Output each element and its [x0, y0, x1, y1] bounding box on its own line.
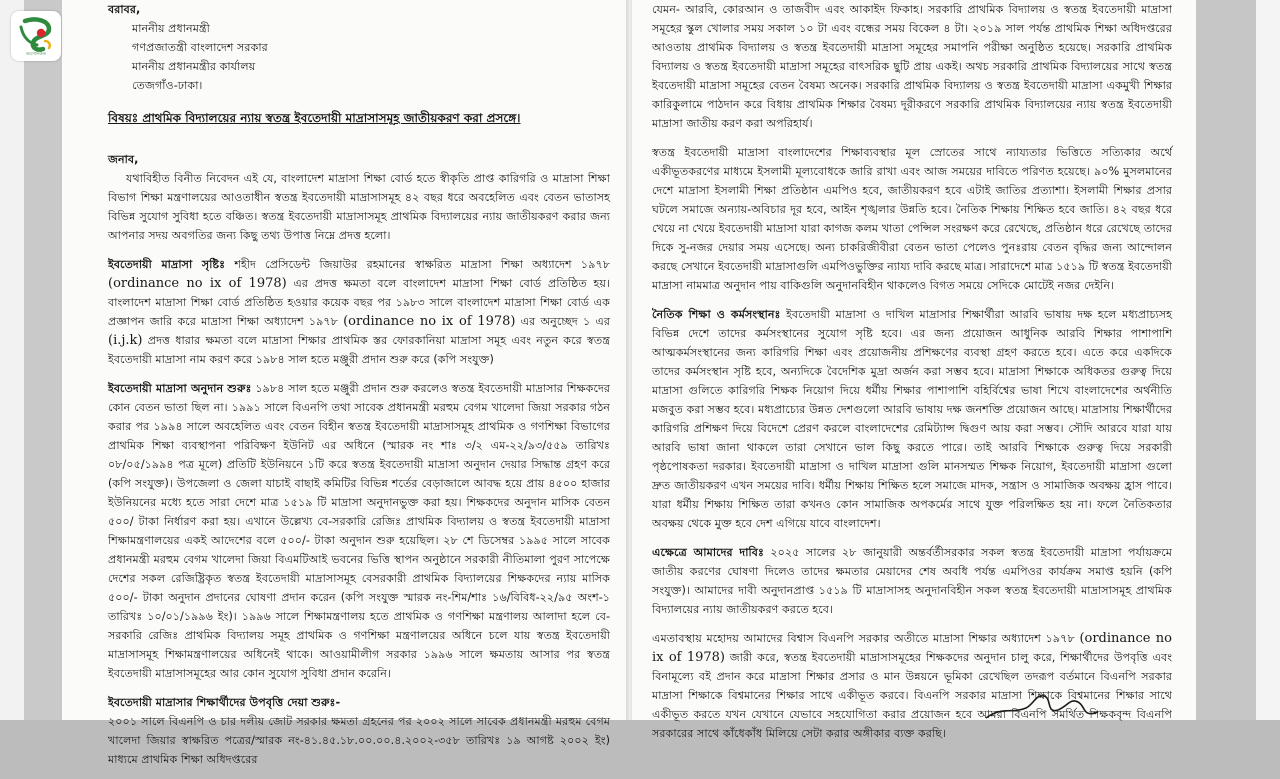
paragraph-text: ১৯৮৪ সাল হতে মঞ্জুরী প্রদান শুরু করলেও স্বতন্ত্র ইবতেদায়ী মাদ্রাসার শিক্ষকদের কোন বেতন ভাতা ছিল না। ১৯৯১ সালে বিএনপি তথা সাবেক প্রধানমন্ত্রী মরহুম বেগম খালেদা জিয়া সরকার গঠন করার পর ১৯৯৪ সালে অবহেলিত এবং বেতন বিহীন স্বতন্ত্র ইবতেদায়ী মাদ্রাসাসমূহ প্রাথমিক ও গণশিক্ষা বিভাগের প্রাথমিক শিক্ষা ব্যবস্থাপনা পরিবিক্ষণ ইউনিট এর অধিনে (স্মারক নং শাঃ ৩/২ এম-২২/৯৩/৫৫৯ তারিখঃ ০৮/০৫/১৯৯৪ পত্র মূলে) প্রতিটি ইউনিয়নে ১টি করে স্বতন্ত্র ইবতেদায়ী মাদ্রাসা অনুদান দেয়ার সিদ্ধান্ত গ্রহণ করে (কপি সংযুক্ত)। উপজেলা ও জেলা যাচাই বাছাই কমিটির বিভিন্ন শর্তের বেড়াজালে আবদ্ধ হয়ে প্রায় ৪৫০০ হাজার ইউনিয়নের মধ্যে হতে সারা দেশে মাত্র ১৫১৯ টি মাদ্রাসা অনুদানভুক্ত করা হয়। শিক্ষকদের অনুদান মাসিক বেতন ৫০০/ টাকা নির্ধারণ করা হয়। এখানে উল্লেখ্য বে-সরকারি রেজিঃ প্রাথমিক বিদ্যালয় ও স্বতন্ত্র ইবতেদায়ী মাদ্রাসা শিক্ষামন্ত্রণালয়ের একই আদেশের বলে ৫০০/- টাকা অনুদান শুরু হয়েছিল। ২৮ শে ডিসেম্বর ১৯৯৫ সালে সাবেক প্রধানমন্ত্রী মরহুম বেগম খালেদা জিয়া বিএমটিআই ভবনের ভিত্তি স্থাপন অনুষ্ঠানে সরকারী নীতিমালা পুরণ সাপেক্ষে দেশের সকল রেজিষ্ট্রিকৃত স্বতন্ত্র ইবতেদায়ী মাদ্রাসাসমূহ বেসরকারী প্রাথমিক বিদ্যালয়ের শিক্ষকদের ন্যায় মাসিক ৫০০/- টাকা অনুদান প্রদানের ঘোষণা প্রদান করেন (কপি সংযুক্ত স্মারক নং-শিম/শাঃ ১৬/বিবিধ-২২/৯৫ অংশ-১ তারিখঃ ১০/০১/১৯৯৬ ইং)। ১৯৯৬ সালে শিক্ষামন্ত্রণালয় হতে প্রাথমিক ও গণশিক্ষা মন্ত্রণালয় আলাদা হলে বে-সরকারি রেজিঃ প্রাথমিক বিদ্যালয় সমূহ প্রাথমিক ও গণশিক্ষা মন্ত্রণালয়ের অধিনে চলে যায় স্বতন্ত্র ইবতেদায়ী মাদ্রাসাসমূহ শিক্ষামন্ত্রণালয়ের অধিনেই থাকে। আওয়ামীলীগ সরকার ১৯৯৬ সালে ক্ষমতায় আসার পর স্বতন্ত্র ইবতেদায়ী মাদ্রাসাসমূহের আর কোন সুযোগ সুবিধা প্রদান করেনি। — [108, 382, 610, 680]
ordinance-reference: (ordinance no ix of 1978) — [343, 314, 516, 329]
section-madrasa-creation — [108, 255, 610, 369]
address-line: মাননীয় প্রধানমন্ত্রী — [132, 22, 210, 35]
news-logo[interactable] — [11, 11, 61, 61]
section-heading: ইবতেদায়ী মাদ্রাসা সৃষ্টিঃ — [108, 258, 226, 271]
section-moral-education — [652, 305, 1172, 533]
paragraph-text: এর অনুচ্ছেদ ১ এর — [520, 315, 611, 328]
document-page-left — [62, 0, 628, 766]
handwritten-signature — [982, 688, 1102, 720]
address-line: গণপ্রজাতন্ত্রী বাংলাদেশ সরকার — [132, 41, 268, 54]
paragraph-closing — [652, 629, 1172, 743]
section-grant-start — [108, 379, 610, 683]
paragraph-text: এমতাবস্থায় মহোদয় আমাদের বিশ্বাস বিএনপি সরকার অতীতে মাদ্রাসা শিক্ষার অধ্যাদেশ ১৯৭৮ — [652, 632, 1075, 645]
recipient-address — [108, 0, 610, 95]
section-heading: ইবতেদায়ী মাদ্রাসার শিক্ষার্থীদের উপবৃত্তি দেয়া শুরুঃ- — [108, 696, 341, 709]
paragraph-integration: স্বতন্ত্র ইবতেদায়ী মাদ্রাসা বাংলাদেশের শিক্ষাব্যবস্থার মূল স্রোতের সাথে ন্যায্যতার ভিত্তিতে সত্যিকার অর্থে একীভূতকরণের মাধ্যমে ইসলামী মূল্যবোধকে জারি রাখা এবং আজ সময়ের দাবিতে পরিণত হয়েছে। ৯০% মুসলমানের দেশে মাদ্রাসা ইসলামী শিক্ষা প্রতিষ্ঠান এমপিও হবে, জাতীয়করণ হবে এটাই জাতির প্রত্যাশা। ইসলামী শিক্ষার প্রসার ঘটলে সমাজে অন্যায়-অবিচার দূর হবে, আইন শৃঙ্খলার উন্নতি হবে। নৈতিক শিক্ষায় শিক্ষিত হবে জাতি। ৪২ বছর ধরে খেয়ে না খেয়ে ইবতেদায়ী মাদ্রাসা যারা কাগজ কলম খাতা পেন্সিল সংরক্ষণ করে রেখেছে, প্রতিষ্ঠান ধরে রেখেছে তাদের দিকে সু-নজর দেয়ার সময় এসেছে। অন্য চাকরিজীবীরা বেতন ভাতা পেলেও পুনঃরায় বেতন বৃদ্ধির জন্য আন্দোলন করছে সেখানে ইবতেদায়ী মাদ্রাসাগুলি এমপিওভুক্তির ন্যায্য দাবি করছে মাত্র। সারাদেশে মাত্র ১৫১৯ টি স্বতন্ত্র ইবতেদায়ী মাদ্রাসা নামমাত্র অনুদান পায় বাকিগুলি অনুদানবিহীন থাকলেও বিগত সময়ে সেদিকে মোটেই নজর দেইনি। — [652, 146, 1172, 292]
paragraph-text: শহীদ প্রেসিডেন্ট জিয়াউর রহমানের স্বাক্ষরিত মাদ্রাসা শিক্ষা অধ্যাদেশ ১৯৭৮ — [234, 258, 610, 271]
section-demands — [652, 543, 1172, 619]
intro-paragraph: যথাবিহীত বিনীত নিবেদন এই যে, বাংলাদেশ মাদ্রাসা শিক্ষা বোর্ড হতে স্বীকৃতি প্রাপ্ত কারিগরি ও মাদ্রাসা শিক্ষা বিভাগ শিক্ষা মন্ত্রণালয়ের আওতাধীন স্বতন্ত্র ইবতেদায়ী মাদ্রাসাসমূহ ৪২ বছর ধরে অবহেলিত এবং বেতন ভাতাসহ বিভিন্ন সুযোগ সুবিধা হতে বঞ্চিত। স্বতন্ত্র ইবতেদায়ী মাদ্রাসাসমূহ প্রাথমিক বিদ্যালয়ের ন্যায় জাতীয়করণ করার জন্য আপনার সদয় অবগতির জন্য কিছু তথ্য উপাত্ত নিম্নে প্রদত্ত হলো। — [108, 172, 610, 242]
salutation: জনাব, — [108, 153, 139, 166]
address-line: বরাবর, — [108, 3, 141, 16]
letter-column-left — [108, 0, 610, 779]
ordinance-reference: (ordinance no ix of 1978) — [108, 276, 287, 291]
paragraph-text: এর প্রদত্ত ক্ষমতা বলে বাংলাদেশ মাদ্রাসা শিক্ষা বোর্ড প্রতিষ্ঠিত হয়। বাংলাদেশ মাদ্রাসা শিক্ষা বোর্ড প্রতিষ্ঠিত হওয়ার কয়েক বছর পর ১৯৮৩ সালে বাংলাদেশ মাদ্রাসা শিক্ষা বোর্ড এক প্রজ্ঞাপন জারি করে মাদ্রাসা শিক্ষা অধ্যাদেশ ১৯৭৮ — [108, 277, 610, 328]
clause-reference: (i.j.k) — [108, 333, 143, 348]
letter-column-right — [652, 0, 1172, 753]
paragraph-text: ইবতেদায়ী মাদ্রাসা ও দাখিল মাদ্রাসার শিক্ষার্থীরা আরবি ভাষায় দক্ষ হলে মধ্যপ্রাচ্যসহ বিভিন্ন দেশে তাদের কর্মসংস্থানের সুযোগ সৃষ্টি হবে। এর জন্য প্রয়োজন আধুনিক আরবি শিক্ষার পাশাপাশি আত্মকর্মসংস্থানের জন্য কারিগরি শিক্ষা এবং প্রয়োজনীয় প্রশিক্ষণের ব্যবস্থা গ্রহণ করতে হবে। এতে করে একদিকে তাদের কর্মসংস্থান সৃষ্টি হবে, অন্যদিকে বৈদেশিক মুদ্রা অর্জন করা সম্ভব হবে। মাদ্রাসা শিক্ষাকে অধিকতর গুরুত্ব দিয়ে মাদ্রাসা গুলিতে কারিগরি শিক্ষক নিয়োগ দিয়ে ধর্মীয় শিক্ষার পাশাপাশি বহির্বিশ্বের ভাষা শিখে বাংলাদেশের অর্থনীতি মজবুত করা সম্ভব হবে। মধ্যপ্রাচ্যের উন্নত দেশগুলো আরবি ভাষায় দক্ষ জনশক্তি প্রয়োজন আছে। মাদ্রাসায় শিক্ষার্থীদের কারিগরি প্রশিক্ষণ দিয়ে বিদেশে প্রেরণ করলে বাংলাদেশের রেমিট্যান্স দ্বিগুণ আয় করা সম্ভব। সৌদি আরবে যারা যায় আরবি ভাষা জানা থাকলে তারা সেখানে ভাল কিছু করতে পারে। তাই আরবি শিক্ষাকে গুরুত্ব দিয়ে সরকারী পৃষ্ঠপোষকতা দরকার। ইবতেদায়ী মাদ্রাসা ও দাখিল মাদ্রাসা গুলি মানসম্মত শিক্ষক নিয়োগ, ইবতেদায়ী মাদ্রাসা গুলো দ্রুত জাতীয়করণ এখন সময়ের দাবি। ধর্মীয় শিক্ষায় শিক্ষিত হলে সমাজে মাদক, সন্ত্রাস ও সামাজিক অবক্ষয় হ্রাস পাবে। যারা ধর্মীয় শিক্ষায় শিক্ষিত তারা কখনও কোন সামাজিক অপকর্মের সাথে যুক্ত পরিলক্ষিত হয় না। ফলে নৈতিকতার অবক্ষয় থেকে মুক্ত হবে দেশ এগিয়ে যাবে বাংলাদেশ। — [652, 308, 1172, 530]
background-left-shadow — [24, 0, 62, 720]
document-page-right — [632, 0, 1196, 740]
address-line: মাননীয় প্রধানমন্ত্রীর কার্যালয় — [132, 60, 256, 73]
ordinance-reference: (ordinance no ix of 1978) — [652, 631, 1172, 665]
section-stipend-text: ২০০১ সালে বিএনপি ও চার দলীয় জোট সরকার ক্ষমতা গ্রহনের পর ২০০২ সালে সাবেক প্রধানমন্ত্রী মরহুম বেগম খালেদা জিয়ার স্বাক্ষরিত পত্রের/স্মারক নং-৪১.৪৫.১৮.০০.০০.৪.২০০২-৩৫৮ তারিখঃ ১৯ আগষ্ট ২০০২ ইং) মাধ্যমে প্রাথমিক শিক্ষা অধিদপ্তরের — [108, 715, 610, 766]
section-heading: ইবতেদায়ী মাদ্রাসা অনুদান শুরুঃ — [108, 382, 252, 395]
paragraph-text: ২০২৫ সালের ২৮ জানুয়ারী অন্তর্বর্তীসরকার সকল স্বতন্ত্র ইবতেদায়ী মাদ্রাসা পর্যায়ক্রমে জাতীয় করণের ঘোষণা দিলেও তাদের ক্ষমতার মেয়াদের শেষ অবধি পর্যন্ত এমপিওর কার্যক্রম সমাপ্ত হয়নি (কপি সংযুক্ত)। আমাদের দাবী অনুদানপ্রাপ্ত ১৫১৯ টি মাদ্রাসাসহ অনুদানবিহীন সকল স্বতন্ত্র ইবতেদায়ী মাদ্রাসাসমূহ প্রাথমিক বিদ্যালয়ের ন্যায় জাতীয়করণ করতে হবে। — [652, 546, 1172, 616]
background-right-edge — [1256, 0, 1280, 720]
section-heading: এক্ষেত্রে আমাদের দাবিঃ — [652, 546, 764, 559]
logo-caption: জাগোনিউজ — [25, 51, 47, 56]
address-line: তেজগাঁও-ঢাকা। — [132, 79, 203, 92]
letter-subject: বিষয়ঃ প্রাথমিক বিদ্যালয়ের ন্যায় স্বতন্ত্র ইবতেদায়ী মাদ্রাসাসমূহ জাতীয়করণ করা প্রসঙ্গে। — [108, 111, 521, 125]
paragraph-text: জারী করে, স্বতন্ত্র ইবতেদায়ী মাদ্রাসাসমূহের শিক্ষকদের অনুদান চালু করে, শিক্ষার্থীদের উপবৃত্তি এবং বিনামূল্যে বই প্রদান করে মাদ্রাসা শিক্ষার প্রসার ও মান উন্নয়নে ভূমিকা রেখেছিল তদরূপ বর্তমানে বিএনপি সরকার মাদ্রাসা শিক্ষাকে বিশ্বমানের শিক্ষার সাথে একীভূত করবে। বিএনপি সরকার মাদ্রাসা শিক্ষাকে বিশ্বমানের শিক্ষার সাথে একীভূত করতে যখন যেখানে যেভাবে সহযোগিতা করার প্রয়োজন হবে আমরা বিএনপি সমর্থিত শিক্ষকবৃন্দ বিএনপি সরকারের সাথে কাঁধেকাঁধ মিলিয়ে সেটা করার অঙ্গীকার ব্যক্ত করছি। — [652, 651, 1173, 740]
paragraph-curriculum: যেমন- আরবি, কোরআন ও তাজবীদ এবং আকাইদ ফিকাহ। সরকারি প্রাথমিক বিদ্যালয় ও স্বতন্ত্র ইবতেদায়ী মাদ্রাসা সমূহের স্কুল খোলার সময় সকাল ১০ টা এবং বন্ধের সময় বিকেল ৪ টা। ২০১৯ সাল পর্যন্ত প্রাথমিক শিক্ষা অধিদপ্তরের আওতায় প্রাথমিক বিদ্যালয় ও স্বতন্ত্র ইবতেদায়ী মাদ্রাসা সমূহের সমাপনি পরীক্ষা অনুষ্ঠিত হয়েছে। সরকারি প্রাথমিক বিদ্যালয় ও স্বতন্ত্র ইবতেদায়ী মাদ্রাসা সমূহের বাৎসরিক ছুটি প্রায় একই। অথচ সরকারি প্রাথমিক বিদ্যালয়ের সাথে স্বতন্ত্র ইবতেদায়ী মাদ্রাসা সমূহের বেতন বৈষম্য অনেক। সরকারি প্রাথমিক বিদ্যালয় ও স্বতন্ত্র ইবতেদায়ী মাদ্রাসা একমুখী শিক্ষার কারিকুলামে পাঠদান করে বিধায় প্রাথমিক শিক্ষার বৈষম্য দূরীকরণে সরকারি প্রাথমিক বিদ্যালয়ের ন্যায় স্বতন্ত্র ইবতেদায়ী মাদ্রাসা জাতীয় করণ করা অপরিহার্য। — [652, 3, 1172, 130]
section-heading: নৈতিক শিক্ষা ও কর্মসংস্থানঃ — [652, 308, 781, 321]
paragraph-text: প্রদত্ত ধারার ক্ষমতা বলে মাদ্রাসা শিক্ষার প্রাথমিক স্তর ফোরকানিয়া মাদ্রাসা সমূহ এবং নতুন করে স্বতন্ত্র ইবতেদায়ী মাদ্রাসা নাম করণ করে ১৯৮৪ সাল হতে মঞ্জুরী প্রদান শুরু করে (কপি সংযুক্ত) — [108, 334, 611, 366]
